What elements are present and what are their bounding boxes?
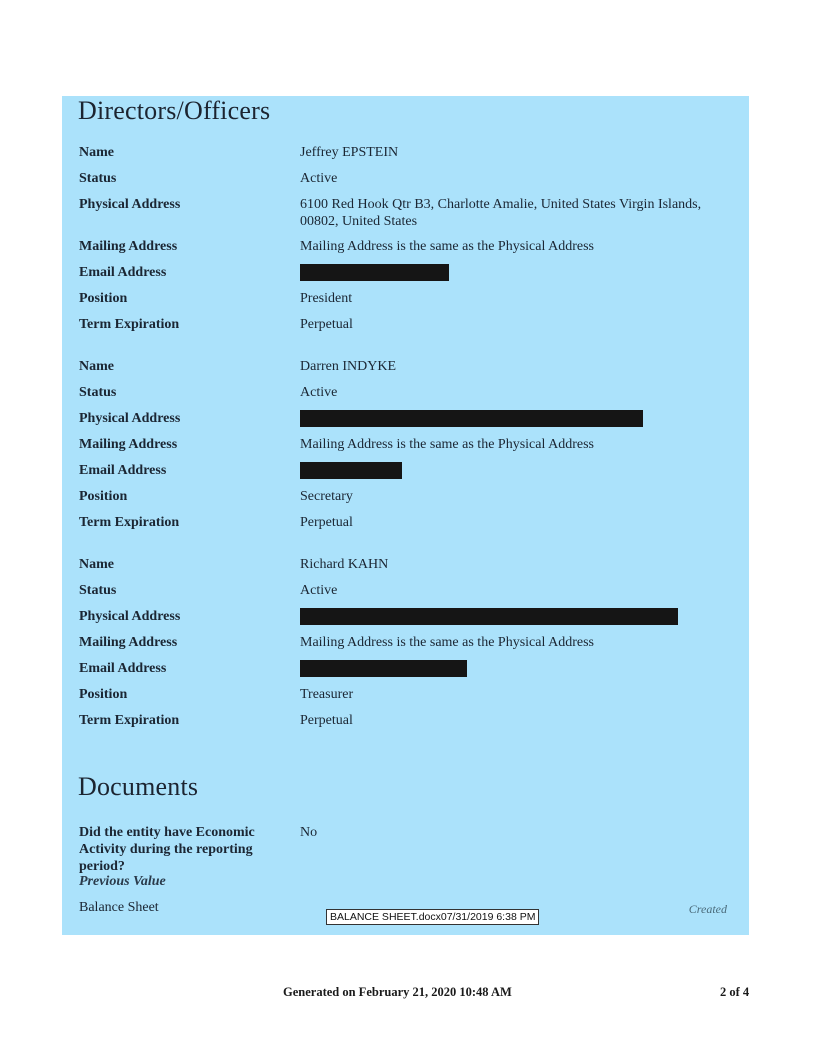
created-label: Created — [688, 902, 727, 916]
officer-position: Treasurer — [300, 687, 354, 702]
position-label: Position — [79, 291, 128, 306]
previous-value-label: Previous Value — [79, 874, 166, 889]
report-panel — [62, 96, 749, 935]
officer-name: Richard KAHN — [300, 557, 389, 572]
redacted-physical-address — [300, 608, 678, 625]
term-expiration-label: Term Expiration — [79, 317, 180, 332]
name-label: Name — [79, 145, 114, 160]
page-number: 2 of 4 — [720, 985, 750, 999]
physical-address-label: Physical Address — [79, 197, 181, 212]
physical-address-label: Physical Address — [79, 609, 181, 624]
economic-activity-question: Did the entity have Economic Activity during the reporting period? — [79, 825, 255, 874]
redacted-email — [300, 264, 449, 281]
status-label: Status — [79, 583, 117, 598]
officer-physical-address: 6100 Red Hook Qtr B3, Charlotte Amalie, United States Virgin Islands, 00802, United States — [300, 197, 702, 229]
term-expiration-label: Term Expiration — [79, 713, 180, 728]
officer-mailing-address: Mailing Address is the same as the Physical Address — [300, 437, 594, 452]
officer-mailing-address: Mailing Address is the same as the Physical Address — [300, 239, 594, 254]
position-label: Position — [79, 489, 128, 504]
officer-position: Secretary — [300, 489, 353, 504]
directors-officers-heading: Directors/Officers — [78, 96, 271, 125]
status-label: Status — [79, 385, 117, 400]
name-label: Name — [79, 359, 114, 374]
documents-heading: Documents — [78, 772, 199, 801]
officer-term-expiration: Perpetual — [300, 317, 353, 332]
mailing-address-label: Mailing Address — [79, 239, 178, 254]
officer-name: Jeffrey EPSTEIN — [300, 145, 399, 160]
officer-term-expiration: Perpetual — [300, 515, 353, 530]
position-label: Position — [79, 687, 128, 702]
redacted-email — [300, 462, 402, 479]
mailing-address-label: Mailing Address — [79, 437, 178, 452]
officer-mailing-address: Mailing Address is the same as the Physical Address — [300, 635, 594, 650]
officer-position: President — [300, 291, 353, 306]
term-expiration-label: Term Expiration — [79, 515, 180, 530]
email-address-label: Email Address — [79, 265, 167, 280]
email-address-label: Email Address — [79, 661, 167, 676]
balance-sheet-file-link[interactable]: BALANCE SHEET.docx07/31/2019 6:38 PM — [326, 909, 539, 925]
generated-timestamp: Generated on February 21, 2020 10:48 AM — [283, 985, 512, 999]
mailing-address-label: Mailing Address — [79, 635, 178, 650]
balance-sheet-label: Balance Sheet — [79, 900, 159, 915]
officer-status: Active — [300, 385, 338, 400]
economic-activity-answer: No — [300, 825, 318, 840]
name-label: Name — [79, 557, 114, 572]
redacted-physical-address — [300, 410, 643, 427]
email-address-label: Email Address — [79, 463, 167, 478]
officer-status: Active — [300, 171, 338, 186]
physical-address-label: Physical Address — [79, 411, 181, 426]
status-label: Status — [79, 171, 117, 186]
redacted-email — [300, 660, 467, 677]
officer-term-expiration: Perpetual — [300, 713, 353, 728]
officer-status: Active — [300, 583, 338, 598]
officer-name: Darren INDYKE — [300, 359, 397, 374]
